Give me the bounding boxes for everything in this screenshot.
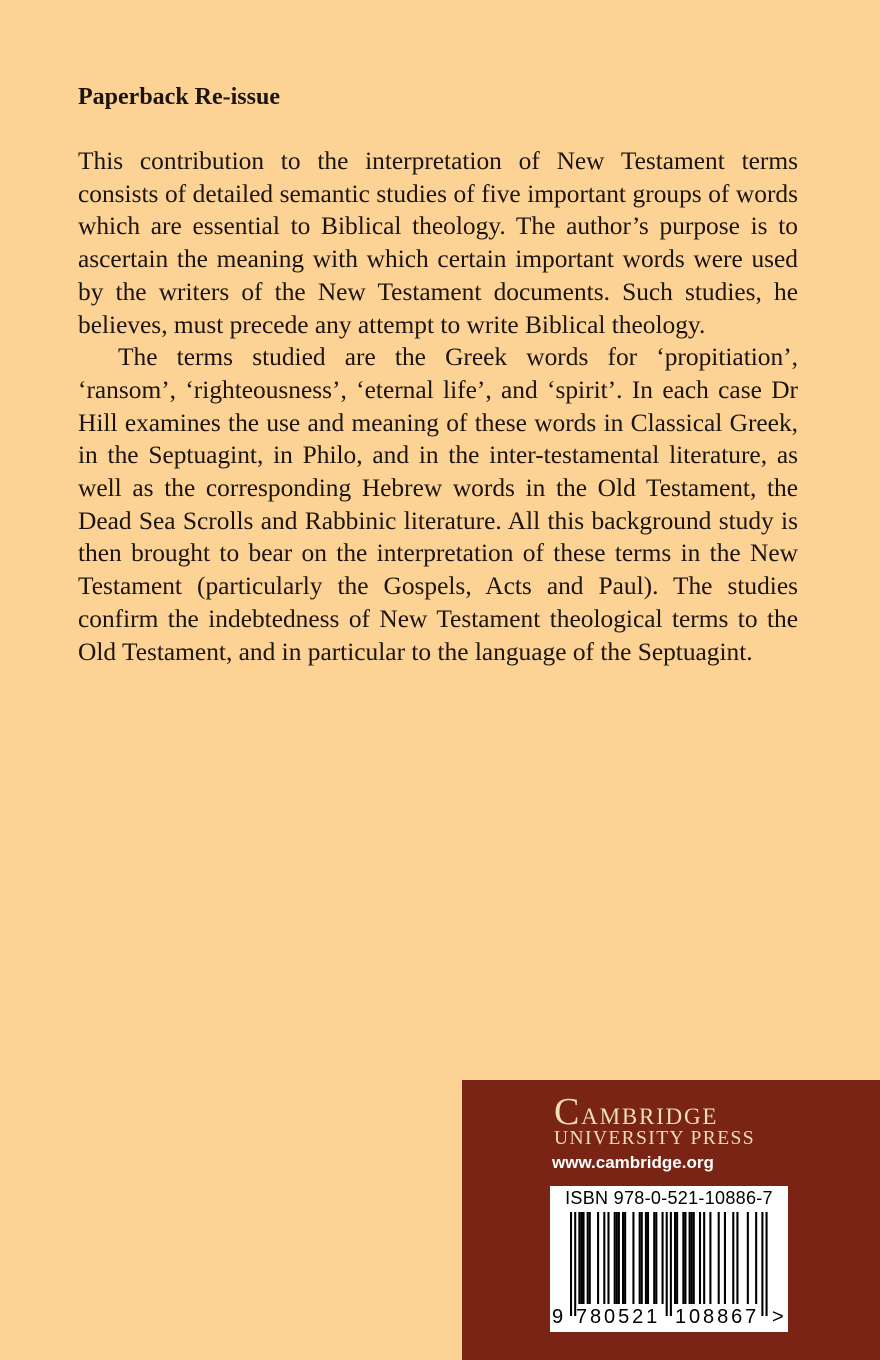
barcode-bar <box>639 1212 641 1304</box>
barcode-bar <box>570 1212 572 1316</box>
barcode-bar <box>589 1212 591 1304</box>
barcode-bar <box>670 1212 672 1316</box>
barcode-bar <box>718 1212 720 1304</box>
barcode-bar <box>674 1212 676 1304</box>
barcode-bar <box>607 1212 609 1304</box>
barcode-digits-right: 108867 <box>675 1306 760 1328</box>
barcode-bar <box>578 1212 580 1304</box>
barcode-bar <box>761 1212 763 1316</box>
barcode-bar <box>653 1212 655 1304</box>
barcode-bar <box>699 1212 701 1304</box>
barcode-bar <box>574 1212 576 1316</box>
publisher-panel <box>462 1080 880 1360</box>
barcode-bar <box>618 1212 620 1304</box>
barcode-bar <box>624 1212 626 1304</box>
barcode-digits-left: 780521 <box>576 1306 661 1328</box>
barcode-bar <box>736 1212 738 1304</box>
barcode-bar <box>616 1212 618 1304</box>
barcode-bar <box>732 1212 734 1304</box>
barcode-bar <box>755 1212 757 1304</box>
description-paragraph-1: This contribution to the interpretation of New Testament terms consists of detailed semantic studies of five important groups of words which are essential to Biblical theology. The author’s purpose is to ascertain the meaning with which certain important words were used by the writers of the New Testament documents. Such studies, he believes, must precede any attempt to write Biblical theology. <box>78 147 798 339</box>
barcode-bar <box>682 1212 684 1304</box>
barcode-bar <box>647 1212 649 1304</box>
barcode-bar <box>632 1212 634 1304</box>
publisher-name: Cambridge <box>554 1091 719 1133</box>
barcode-bar <box>582 1212 584 1304</box>
barcode-bar <box>614 1212 616 1304</box>
reissue-label: Paperback Re-issue <box>78 84 280 110</box>
barcode-bar <box>666 1212 668 1316</box>
barcode-bar <box>676 1212 678 1304</box>
barcode-digit-first: 9 <box>552 1306 564 1328</box>
barcode-bar <box>580 1212 582 1304</box>
barcode-bar <box>766 1212 768 1316</box>
barcode-bar <box>645 1212 647 1304</box>
barcode-bar <box>689 1212 691 1304</box>
barcode-bar <box>622 1212 624 1304</box>
barcode-bar <box>641 1212 643 1304</box>
barcode-bar <box>691 1212 693 1304</box>
barcode-bar <box>597 1212 599 1304</box>
barcode-bar <box>724 1212 726 1304</box>
isbn-barcode <box>550 1186 788 1332</box>
barcode-quiet-zone-marker: > <box>772 1306 784 1328</box>
barcode-bar <box>655 1212 657 1304</box>
publisher-website-link[interactable]: www.cambridge.org <box>552 1153 714 1172</box>
publisher-subtitle: UNIVERSITY PRESS <box>554 1128 755 1149</box>
barcode-bar <box>709 1212 711 1304</box>
book-description <box>78 145 798 668</box>
barcode-bar <box>684 1212 686 1304</box>
barcode-bar <box>703 1212 705 1304</box>
barcode-bar <box>693 1212 695 1304</box>
barcode-bar <box>603 1212 605 1304</box>
barcode-bar <box>662 1212 664 1304</box>
barcode-bar <box>587 1212 589 1304</box>
isbn-number: ISBN 978-0-521-10886-7 <box>565 1188 773 1208</box>
barcode-bar <box>747 1212 749 1304</box>
description-paragraph-2: The terms studied are the Greek words for ‘propitiation’, ‘ransom’, ‘righteousness’, ‘eternal life’, and ‘spirit’. In each case Dr Hill examines the use and meaning of these words in Classical Greek, in the Septuagint, in Philo, and in the inter-testamental literature, as well as the corresponding Hebrew words in the Old Testament, the Dead Sea Scrolls and Rabbinic literature. All this background study is then brought to bear on the interpretation of these terms in the New Testament (particularly the Gospels, Acts and Paul). The studies confirm the indebtedness of New Testament theological terms to the Old Testament, and in particular to the language of the Septuagint. <box>78 343 798 666</box>
